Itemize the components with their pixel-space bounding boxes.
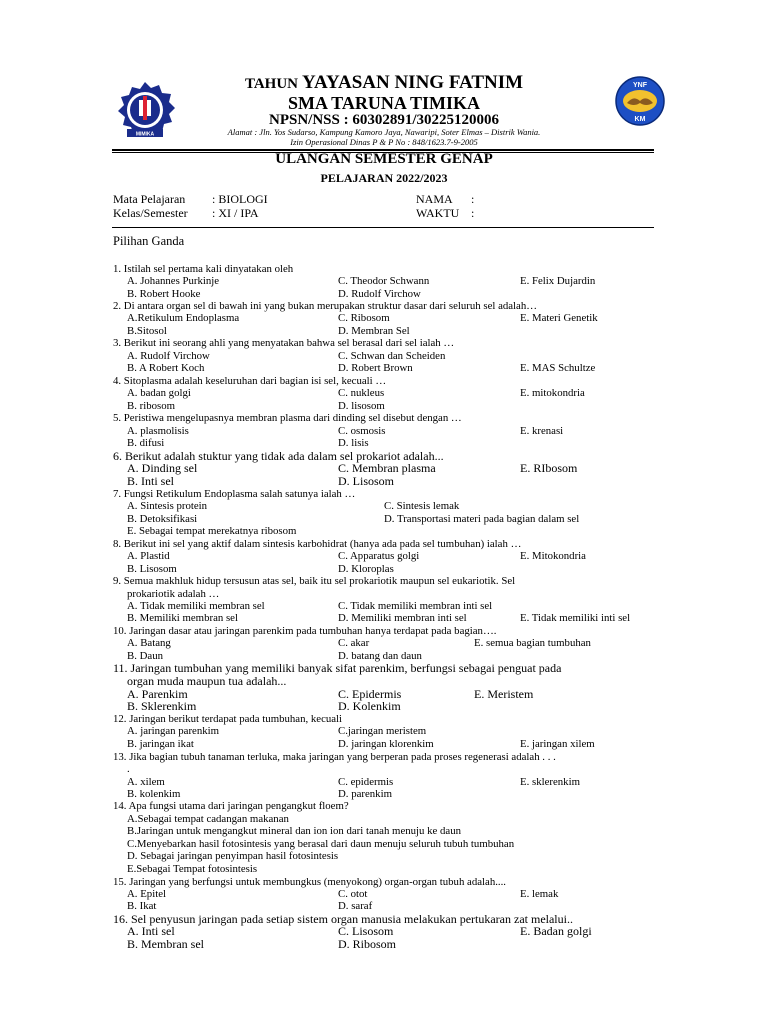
question-line: A. Inti sel bbox=[127, 924, 175, 938]
question-line: 3. Berikut ini seorang ahli yang menyatakan bahwa sel berasal dari sel ialah … bbox=[113, 337, 455, 349]
question-line: C. osmosis bbox=[338, 425, 386, 437]
question-line: C. Apparatus golgi bbox=[338, 550, 420, 562]
question-line: 12. Jaringan berikut terdapat pada tumbuhan, kecuali bbox=[113, 713, 343, 725]
question-line: A. Plastid bbox=[127, 550, 170, 562]
question-line: 2. Di antara organ sel di bawah ini yang bukan merupakan struktur dasar dari seluruh sel adalah… bbox=[113, 300, 538, 312]
question-line: A. Rudolf Virchow bbox=[127, 350, 210, 362]
foundation-name bbox=[0, 72, 768, 94]
question-line: D. saraf bbox=[338, 900, 373, 912]
question-line: B. Robert Hooke bbox=[127, 288, 201, 300]
question-line: D. Transportasi materi pada bagian dalam sel bbox=[384, 513, 580, 525]
npsn-line: NPSN/NSS : 60302891/30225120006 bbox=[268, 112, 500, 128]
logo-right-top-text: YNF bbox=[633, 82, 647, 89]
question-line: A. Epitel bbox=[127, 888, 166, 900]
question-line: B. Memiliki membran sel bbox=[127, 612, 238, 624]
exam-title: ULANGAN SEMESTER GENAP bbox=[275, 151, 493, 167]
question-line: C. epidermis bbox=[338, 776, 394, 788]
question-line: A. Dinding sel bbox=[127, 461, 198, 475]
question-line: B. Inti sel bbox=[127, 474, 174, 488]
question-line: C. Ribosom bbox=[338, 312, 390, 324]
question-line: B. Detoksifikasi bbox=[127, 513, 198, 525]
question-line: D. Sebagai jaringan penyimpan hasil fotosintesis bbox=[127, 850, 339, 862]
question-line: C.Menyebarkan hasil fotosintesis yang berasal dari daun menuju seluruh tubuh tumbuhan bbox=[127, 838, 515, 850]
time-label: WAKTU bbox=[416, 206, 460, 220]
question-line: C. akar bbox=[338, 637, 370, 649]
question-line: E.Sebagai Tempat fotosintesis bbox=[127, 863, 258, 875]
question-line: 11. Jaringan tumbuhan yang memiliki banyak sifat parenkim, berfungsi sebagai penguat pada bbox=[113, 661, 562, 675]
question-line: D. Memiliki membran inti sel bbox=[338, 612, 467, 624]
question-line: C. Sintesis lemak bbox=[384, 500, 460, 512]
question-line: D. Kloroplas bbox=[338, 563, 394, 575]
question-line: 8. Berikut ini sel yang aktif dalam sintesis karbohidrat (hanya ada pada sel tumbuhan) ialah … bbox=[113, 538, 522, 550]
question-line: E. Mitokondria bbox=[520, 550, 586, 562]
question-line: C.jaringan meristem bbox=[338, 725, 427, 737]
question-line: 10. Jaringan dasar atau jaringan parenkim pada tumbuhan hanya terdapat pada bagian…. bbox=[113, 625, 497, 637]
school-name: SMA TARUNA TIMIKA bbox=[287, 93, 481, 113]
exam-subtitle: PELAJARAN 2022/2023 bbox=[320, 171, 448, 185]
question-line: E. Badan golgi bbox=[520, 924, 592, 938]
question-line: E. Materi Genetik bbox=[520, 312, 598, 324]
question-line: D. jaringan klorenkim bbox=[338, 738, 434, 750]
question-line: C. Membran plasma bbox=[338, 461, 436, 475]
question-line: E. semua bagian tumbuhan bbox=[474, 637, 591, 649]
question-line: A. Parenkim bbox=[127, 687, 188, 701]
question-line: A. Sintesis protein bbox=[127, 500, 208, 512]
question-line: D. parenkim bbox=[338, 788, 392, 800]
name-colon: : bbox=[471, 192, 475, 206]
question-line: E. RIbosom bbox=[520, 461, 578, 475]
question-line: C. Tidak memiliki membran inti sel bbox=[338, 600, 493, 612]
question-line: D. lisosom bbox=[338, 400, 385, 412]
question-line: E. Tidak memiliki inti sel bbox=[520, 612, 631, 624]
question-line: C. Schwan dan Scheiden bbox=[338, 350, 446, 362]
question-line: B. Ikat bbox=[127, 900, 157, 912]
question-line: E. mitokondria bbox=[520, 387, 585, 399]
question-line: 14. Apa fungsi utama dari jaringan pengangkut floem? bbox=[113, 800, 349, 812]
subject-value: : BIOLOGI bbox=[212, 192, 268, 206]
question-line: 1. Istilah sel pertama kali dinyatakan oleh bbox=[113, 263, 294, 275]
question-line: B. jaringan ikat bbox=[127, 738, 194, 750]
question-line: B. Membran sel bbox=[127, 937, 204, 951]
question-line: D. lisis bbox=[338, 437, 369, 449]
question-line: D. Rudolf Virchow bbox=[338, 288, 421, 300]
question-line: A. plasmolisis bbox=[127, 425, 189, 437]
question-line: D. Robert Brown bbox=[338, 362, 413, 374]
subject-label: Mata Pelajaran bbox=[113, 192, 186, 206]
question-line: A. Tidak memiliki membran sel bbox=[127, 600, 265, 612]
question-line: B. ribosom bbox=[127, 400, 175, 412]
question-line: B. difusi bbox=[127, 437, 165, 449]
question-line: C. Lisosom bbox=[338, 924, 394, 938]
question-line: D. Ribosom bbox=[338, 937, 397, 951]
question-line: B.Jaringan untuk mengangkut mineral dan ion ion dari tanah menuju ke daun bbox=[127, 825, 462, 837]
question-line: D. batang dan daun bbox=[338, 650, 422, 662]
logo-left-text: MIMIKA bbox=[135, 131, 155, 138]
question-line: C. otot bbox=[338, 888, 368, 900]
question-line: E. sklerenkim bbox=[520, 776, 580, 788]
class-label: Kelas/Semester bbox=[113, 206, 188, 220]
question-line: E. jaringan xilem bbox=[520, 738, 595, 750]
section-heading: Pilihan Ganda bbox=[113, 234, 185, 248]
question-line: E. Felix Dujardin bbox=[520, 275, 596, 287]
question-line: A. jaringan parenkim bbox=[127, 725, 220, 737]
question-line: A. xilem bbox=[127, 776, 165, 788]
question-line: C. Theodor Schwann bbox=[338, 275, 430, 287]
foundation-prefix: TAHUN bbox=[244, 76, 298, 92]
question-line: 16. Sel penyusun jaringan pada setiap sistem organ manusia melakukan pertukaran zat melalui.. bbox=[113, 912, 573, 926]
time-colon: : bbox=[471, 206, 475, 220]
permit-line: Izin Operasional Dinas P & P No : 848/1623.7-9-2005 bbox=[290, 137, 478, 147]
foundation-title: YAYASAN NING FATNIM bbox=[302, 72, 524, 93]
question-line: prokariotik adalah … bbox=[127, 588, 220, 600]
question-line: 4. Sitoplasma adalah keseluruhan dari bagian isi sel, kecuali … bbox=[113, 375, 387, 387]
question-line: A. Johannes Purkinje bbox=[127, 275, 220, 287]
question-line: E. lemak bbox=[520, 888, 559, 900]
question-line: C. Epidermis bbox=[338, 687, 402, 701]
question-line: 13. Jika bagian tubuh tanaman terluka, maka jaringan yang berperan pada proses regenerasi adalah . . . bbox=[113, 751, 556, 763]
info-divider bbox=[112, 227, 654, 228]
question-line: B.Sitosol bbox=[127, 325, 167, 337]
name-label: NAMA bbox=[416, 192, 453, 206]
question-line: A. badan golgi bbox=[127, 387, 191, 399]
question-line: . bbox=[127, 763, 130, 775]
question-line: B. Daun bbox=[127, 650, 163, 662]
question-line: E. krenasi bbox=[520, 425, 564, 437]
question-line: B. A Robert Koch bbox=[127, 362, 205, 374]
logo-right-bottom-text: KM bbox=[634, 116, 646, 123]
question-line: A. Batang bbox=[127, 637, 171, 649]
question-line: D. Membran Sel bbox=[338, 325, 410, 337]
question-line: B. kolenkim bbox=[127, 788, 181, 800]
question-line: C. nukleus bbox=[338, 387, 385, 399]
question-line: organ muda maupun tua adalah... bbox=[127, 674, 287, 688]
question-line: 9. Semua makhluk hidup tersusun atas sel, baik itu sel prokariotik maupun sel eukariotik. Sel bbox=[113, 575, 516, 587]
question-line: E. Sebagai tempat merekatnya ribosom bbox=[127, 525, 297, 537]
question-line: B. Lisosom bbox=[127, 563, 177, 575]
question-line: E. MAS Schultze bbox=[520, 362, 596, 374]
address-line: Alamat : Jln. Yos Sudarso, Kampung Kamoro Jaya, Nawaripi, Soter Elmas – Distrik Wania. bbox=[227, 127, 541, 137]
question-line: 5. Peristiwa mengelupasnya membran plasma dari dinding sel disebut dengan … bbox=[113, 412, 462, 424]
question-line: 15. Jaringan yang berfungsi untuk membungkus (menyokong) organ-organ tubuh adalah.... bbox=[113, 876, 507, 888]
question-line: 7. Fungsi Retikulum Endoplasma salah satunya ialah … bbox=[113, 488, 356, 500]
question-line: A.Retikulum Endoplasma bbox=[127, 312, 240, 324]
class-value: : XI / IPA bbox=[212, 206, 259, 220]
question-line: D. Kolenkim bbox=[338, 699, 401, 713]
question-line: E. Meristem bbox=[474, 687, 534, 701]
question-line: D. Lisosom bbox=[338, 474, 395, 488]
question-line: 6. Berikut adalah stuktur yang tidak ada dalam sel prokariot adalah... bbox=[113, 449, 444, 463]
question-line: B. Sklerenkim bbox=[127, 699, 197, 713]
question-line: A.Sebagai tempat cadangan makanan bbox=[127, 813, 289, 825]
